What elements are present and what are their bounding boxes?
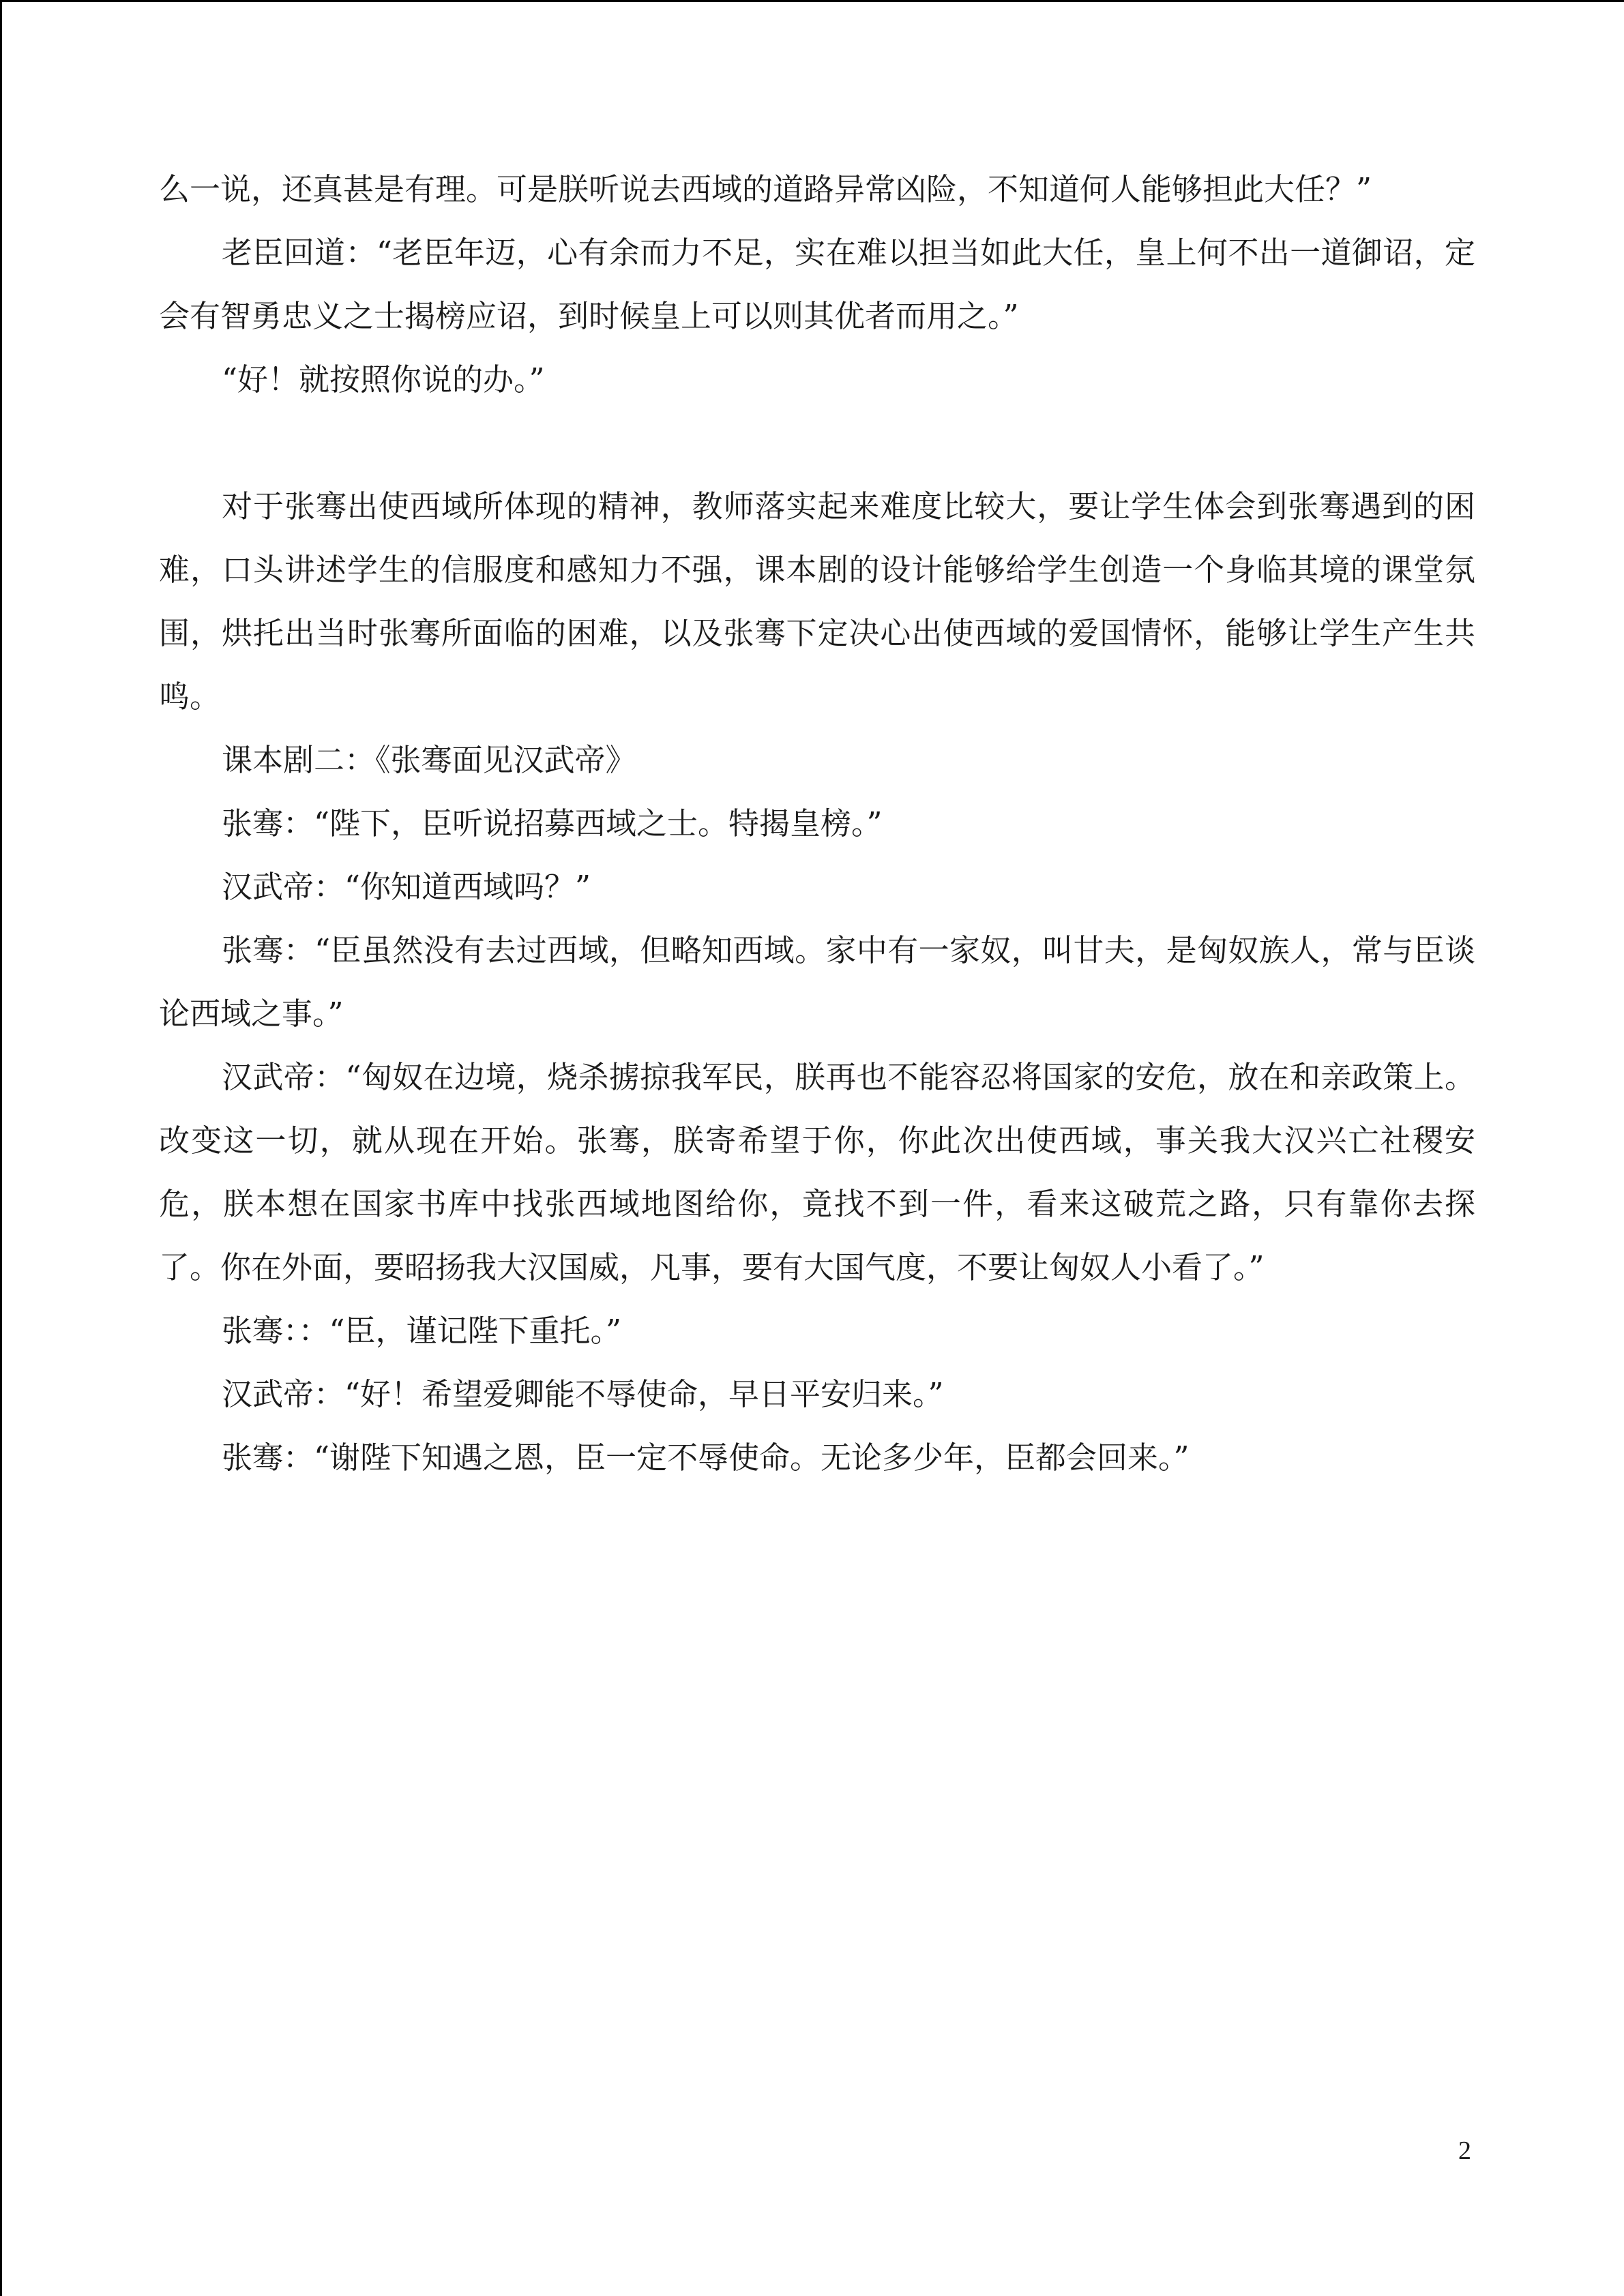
blank-line (159, 411, 1475, 475)
dialogue-line: 汉武帝：“你知道西域吗？” (222, 869, 591, 905)
dialogue-line: 汉武帝：“好！希望爱卿能不辱使命，早日平安归来。” (222, 1376, 944, 1412)
dialogue-line: 张骞：“陛下，臣听说招募西域之士。特揭皇榜。” (222, 805, 883, 841)
paragraph-emperor-agree: “好！就按照你说的办。” (222, 361, 545, 398)
dialogue-line: 张骞：“臣虽然没有去过西域，但略知西域。家中有一家奴，叫甘夫，是匈奴族人，常与臣谈论西域之事。” (159, 932, 1475, 1032)
dialogue-line: 张骞：：“臣，谨记陛下重托。” (222, 1313, 622, 1349)
dialogue-line: 张骞：“谢陛下知遇之恩，臣一定不辱使命。无论多少年，臣都会回来。” (222, 1440, 1190, 1476)
paragraph-teaching-note: 对于张骞出使西域所体现的精神，教师落实起来难度比较大，要让学生体会到张骞遇到的困难，口头讲述学生的信服度和感知力不强，课本剧的设计能够给学生创造一个身临其境的课堂氛围，烘托出当时张骞所面临的困难，以及张骞下定决心出使西域的爱国情怀，能够让学生产生共鸣。 (159, 488, 1475, 715)
page-number: 2 (1458, 2136, 1471, 2165)
paragraph-minister-reply: 老臣回道：“老臣年迈，心有余而力不足，实在难以担当如此大任，皇上何不出一道御诏，定会有智勇忠义之士揭榜应诏，到时候皇上可以则其优者而用之。” (159, 235, 1475, 334)
dialogue-line: 汉武帝：“匈奴在边境，烧杀掳掠我军民，朕再也不能容忍将国家的安危，放在和亲政策上。改变这一切，就从现在开始。张骞，朕寄希望于你，你此次出使西域，事关我大汉兴亡社稷安危，朕本想在国家书库中找张西域地图给你，竟找不到一件，看来这破荒之路，只有靠你去探了。你在外面，要昭扬我大汉国威，凡事，要有大国气度，不要让匈奴人小看了。” (159, 1059, 1475, 1285)
document-body (159, 158, 1475, 1489)
paragraph-play-title: 课本剧二：《张骞面见汉武帝》 (222, 742, 636, 778)
paragraph-continuation: 么一说，还真甚是有理。可是朕听说去西域的道路异常凶险，不知道何人能够担此大任？” (159, 171, 1372, 207)
